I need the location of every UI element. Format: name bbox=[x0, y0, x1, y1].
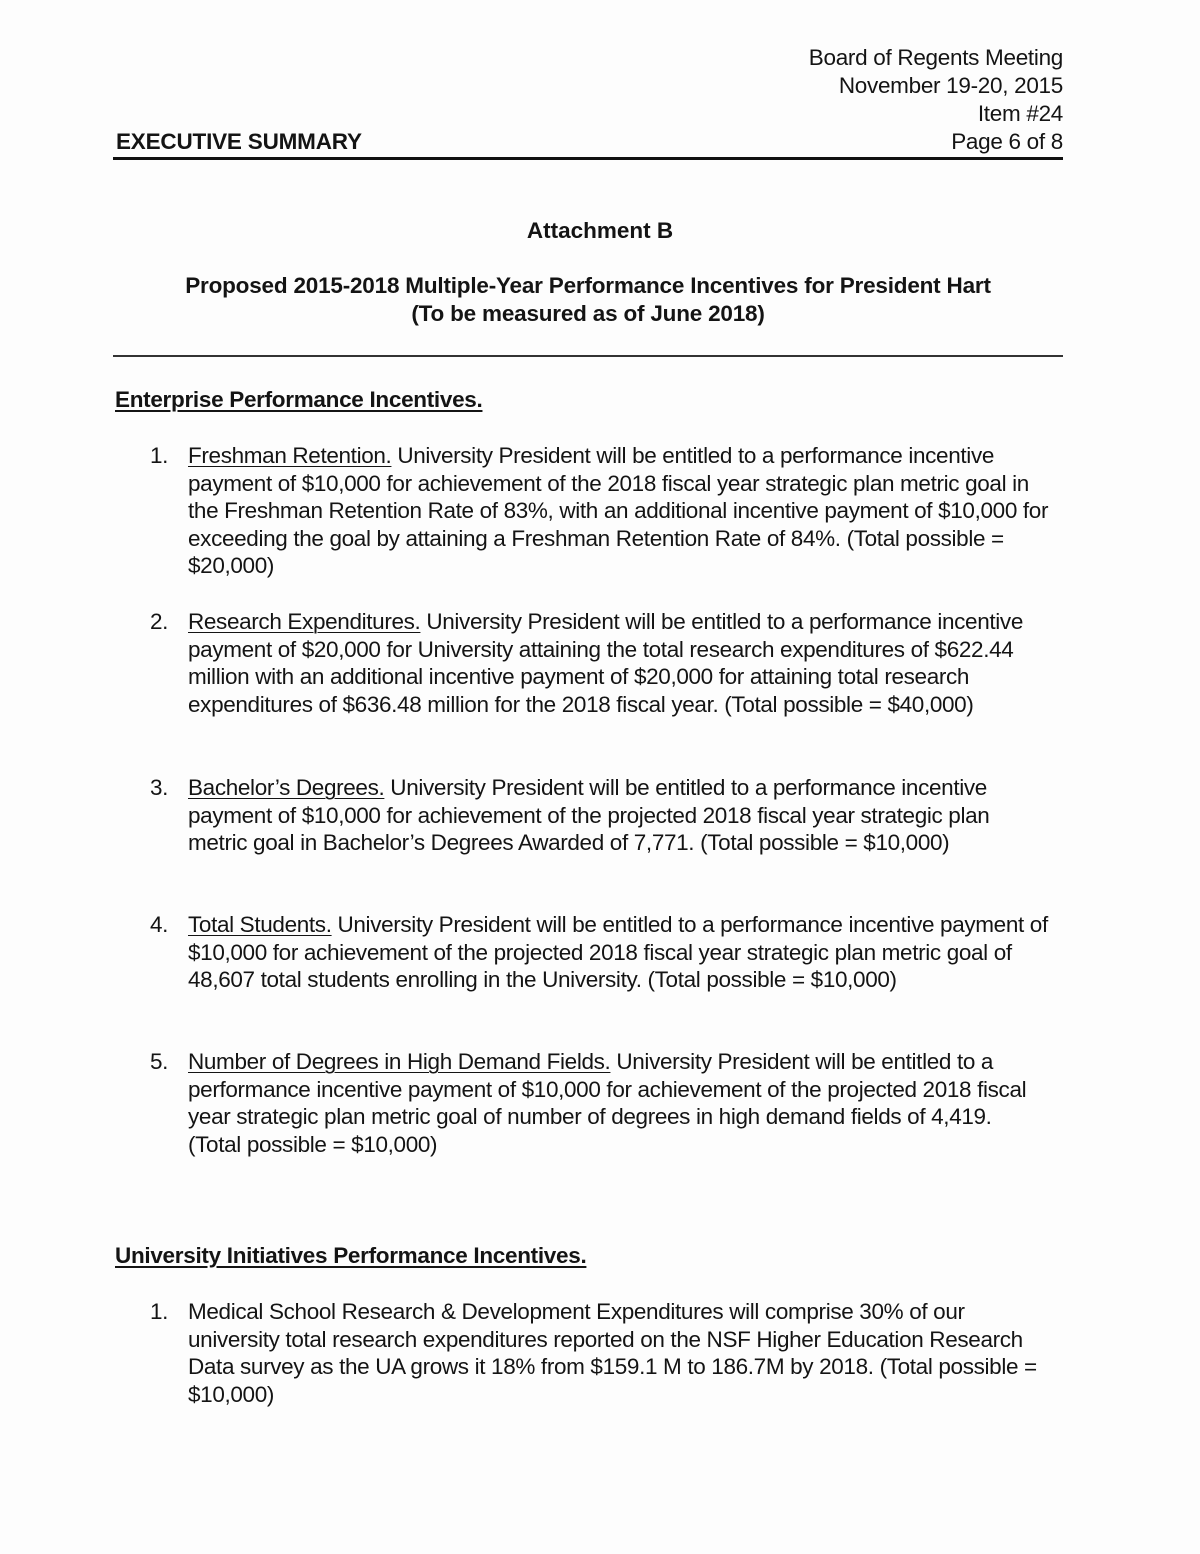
item-text: University President will be entitled to a performance incentive payment of $20,000 for University attaining the total research expenditures of $622.44 million with an additional incentive payment of $20,000 for attaining total research expenditures of $636.48 million for the 2018 fiscal year. (Total possible = $40,000) bbox=[188, 609, 1023, 717]
list-item bbox=[150, 608, 1050, 718]
item-number: 4. bbox=[150, 912, 169, 937]
item-term: Bachelor’s Degrees. bbox=[188, 775, 385, 800]
header-divider bbox=[113, 157, 1063, 160]
university-section-heading: University Initiatives Performance Incentives. bbox=[115, 1243, 587, 1268]
title-divider bbox=[113, 355, 1063, 357]
meeting-date: November 19-20, 2015 bbox=[838, 73, 1063, 98]
list-item bbox=[150, 774, 1050, 857]
meeting-info bbox=[809, 44, 1063, 156]
executive-summary-label: EXECUTIVE SUMMARY bbox=[116, 129, 362, 154]
item-number: 3. bbox=[150, 775, 169, 800]
document-title-line2: (To be measured as of June 2018) bbox=[411, 301, 765, 326]
list-item bbox=[150, 442, 1050, 580]
item-text: Medical School Research & Development Expenditures will comprise 30% of our university total research expenditures reported on the NSF Higher Education Research Data survey as the UA grows it 18% from $159.1 M to 186.7M by 2018. (Total possible = $10,000) bbox=[188, 1299, 1037, 1407]
list-item bbox=[150, 1298, 1050, 1408]
item-text: University President will be entitled to a performance incentive payment of $10,000 for achievement of the projected 2018 fiscal year strategic plan metric goal of number of degrees in high demand fields of 4,419. (Total possible = $10,000) bbox=[188, 1049, 1027, 1157]
attachment-title: Attachment B bbox=[526, 218, 674, 243]
item-number: 1. bbox=[150, 1299, 169, 1324]
item-text: University President will be entitled to a performance incentive payment of $10,000 for achievement of the projected 2018 fiscal year strategic plan metric goal in Bachelor’s Degrees Awarded of 7,771. (Total possible = $10,000) bbox=[188, 775, 990, 855]
meeting-name: Board of Regents Meeting bbox=[808, 45, 1063, 70]
page-number: Page 6 of 8 bbox=[951, 129, 1063, 154]
page-header bbox=[113, 44, 1063, 160]
item-term: Freshman Retention. bbox=[188, 443, 392, 468]
enterprise-section-heading: Enterprise Performance Incentives. bbox=[115, 387, 483, 412]
document-title bbox=[0, 272, 1176, 328]
list-item bbox=[150, 1048, 1050, 1158]
item-text: University President will be entitled to a performance incentive payment of $10,000 for achievement of the projected 2018 fiscal year strategic plan metric goal of 48,607 total students enrolling in the University. (Total possible = $10,000) bbox=[188, 912, 1048, 992]
item-number: Item #24 bbox=[977, 101, 1063, 126]
item-number: 2. bbox=[150, 609, 169, 634]
item-term: Number of Degrees in High Demand Fields. bbox=[188, 1049, 611, 1074]
list-item bbox=[150, 911, 1050, 994]
item-term: Total Students. bbox=[188, 912, 332, 937]
item-number: 5. bbox=[150, 1049, 169, 1074]
item-text: University President will be entitled to a performance incentive payment of $10,000 for achievement of the 2018 fiscal year strategic plan metric goal in the Freshman Retention Rate of 83%, with an additional incentive payment of $10,000 for exceeding the goal by attaining a Freshman Retention Rate of 84%. (Total possible = $20,000) bbox=[188, 443, 1049, 578]
item-term: Research Expenditures. bbox=[188, 609, 421, 634]
document-title-line1: Proposed 2015-2018 Multiple-Year Performance Incentives for President Hart bbox=[185, 273, 991, 298]
item-number: 1. bbox=[150, 443, 169, 468]
